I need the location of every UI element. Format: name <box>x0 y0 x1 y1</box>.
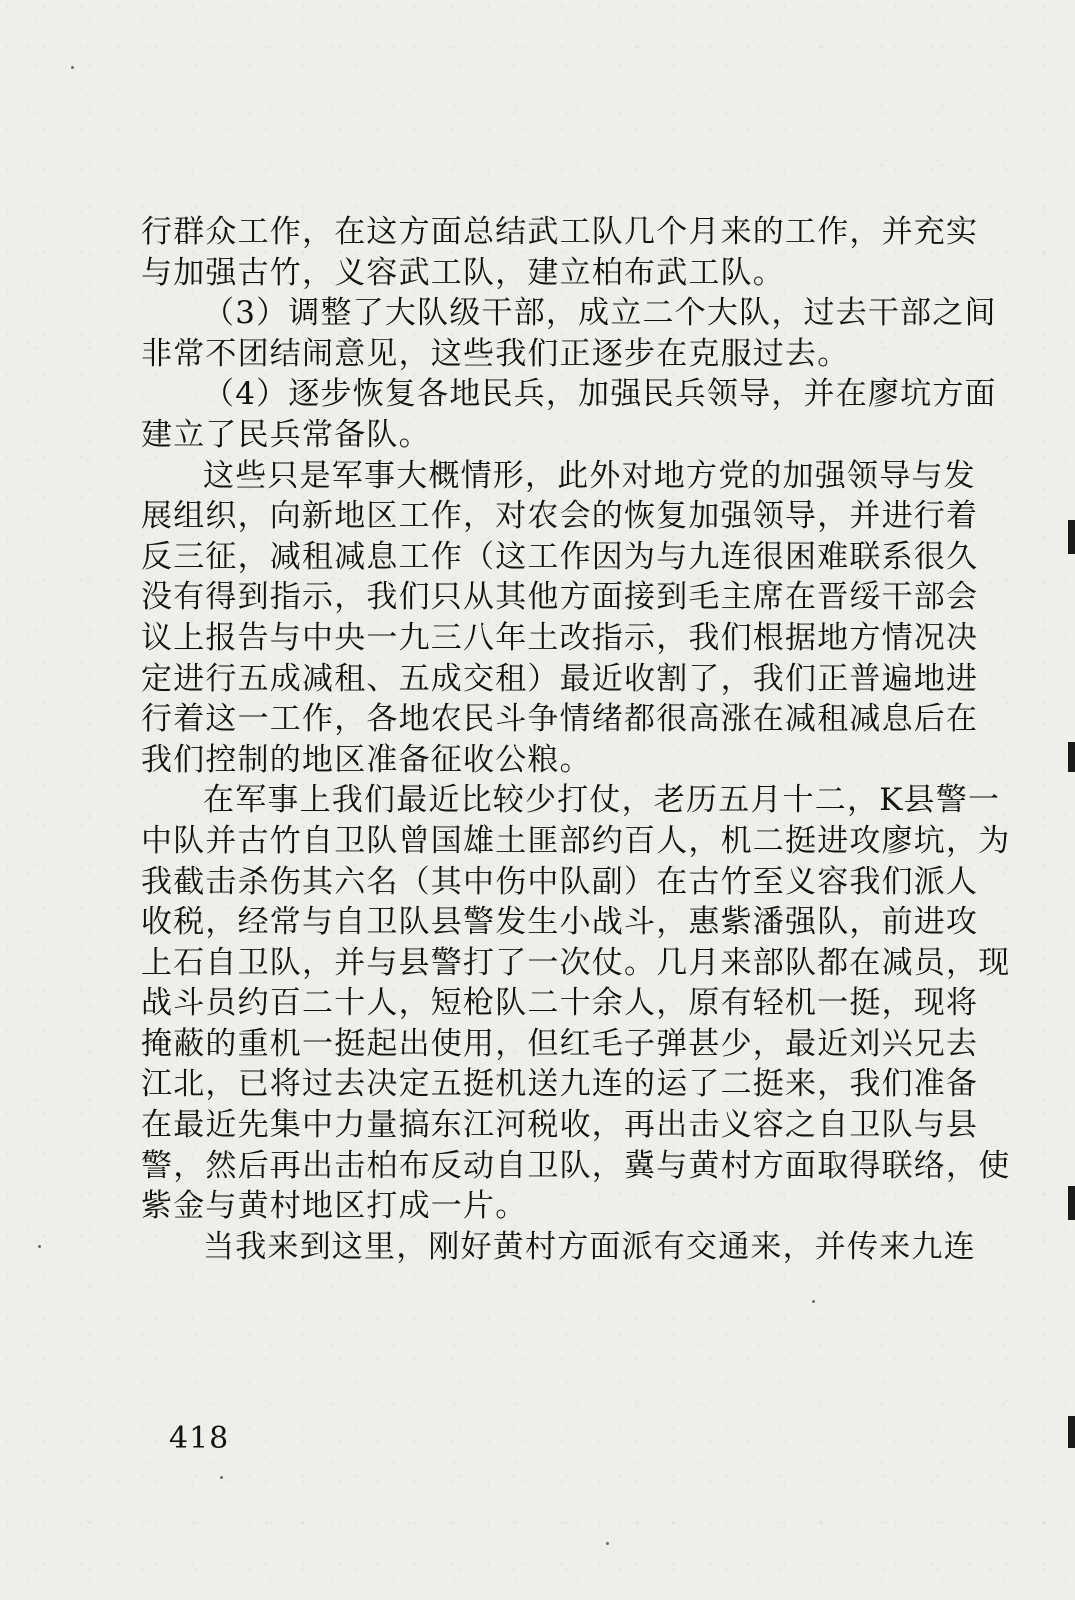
scan-edge-mark <box>1068 1186 1075 1220</box>
text-line: （3）调整了大队级干部，成立二个大队，过去干部之间 <box>203 295 997 332</box>
text-line: 在最近先集中力量搞东江河税收，再出击义容之自卫队与县 <box>141 1107 979 1144</box>
text-line: 没有得到指示，我们只从其他方面接到毛主席在晋绥干部会 <box>141 579 979 616</box>
text-line: 行群众工作，在这方面总结武工队几个月来的工作，并充实 <box>141 214 979 250</box>
text-line: 建立了民兵常备队。 <box>141 416 431 453</box>
scan-speck <box>38 1245 41 1248</box>
text-line: 非常不团结闹意见，这些我们正逐步在克服过去。 <box>141 335 850 372</box>
text-line: 在军事上我们最近比较少打仗，老历五月十二，K县警一 <box>203 782 1001 819</box>
text-line: 这些只是军事大概情形，此外对地方党的加强领导与发 <box>203 457 976 494</box>
text-line: 收税，经常与自卫队县警发生小战斗，惠紫潘强队，前进攻 <box>141 904 979 941</box>
text-line: 战斗员约百二十人，短枪队二十余人，原有轻机一挺，现将 <box>141 985 979 1022</box>
scan-speck <box>606 1542 609 1545</box>
scan-speck <box>812 1300 815 1303</box>
text-line: 与加强古竹，义容武工队，建立柏布武工队。 <box>141 254 785 291</box>
scan-edge-mark <box>1068 742 1075 772</box>
text-line: 议上报告与中央一九三八年土改指示，我们根据地方情况决 <box>141 619 979 656</box>
text-line: 上石自卫队，并与县警打了一次仗。几月来部队都在减员，现 <box>141 944 1011 981</box>
text-line: 江北，已将过去决定五挺机送九连的运了二挺来，我们准备 <box>141 1066 979 1103</box>
text-line: （4）逐步恢复各地民兵，加强民兵领导，并在廖坑方面 <box>203 376 997 413</box>
text-line: 定进行五成减租、五成交租）最近收割了，我们正普遍地进 <box>141 660 979 697</box>
text-line: 我截击杀伤其六名（其中伤中队副）在古竹至义容我们派人 <box>141 863 979 900</box>
text-line: 紫金与黄村地区打成一片。 <box>141 1188 528 1225</box>
text-line: 行着这一工作，各地农民斗争情绪都很高涨在减租减息后在 <box>141 701 979 738</box>
text-line: 当我来到这里，刚好黄村方面派有交通来，并传来九连 <box>203 1228 976 1265</box>
body-text <box>141 212 1011 1267</box>
scan-speck <box>71 66 74 69</box>
text-line: 展组织，向新地区工作，对农会的恢复加强领导，并进行着 <box>141 498 979 535</box>
text-line: 掩蔽的重机一挺起出使用，但红毛子弹甚少，最近刘兴兄去 <box>141 1025 979 1062</box>
text-line: 反三征，减租减息工作（这工作因为与九连很困难联系很久 <box>141 538 979 575</box>
text-line: 警，然后再出击柏布反动自卫队，冀与黄村方面取得联络，使 <box>141 1147 1011 1184</box>
scan-edge-mark <box>1068 520 1075 554</box>
scan-edge-mark <box>1068 1416 1075 1448</box>
text-line: 我们控制的地区准备征收公粮。 <box>141 741 592 778</box>
text-line: 中队并古竹自卫队曾国雄土匪部约百人，机二挺进攻廖坑，为 <box>141 822 1011 859</box>
scan-speck <box>220 1476 223 1479</box>
page-number: 418 <box>169 1421 230 1456</box>
